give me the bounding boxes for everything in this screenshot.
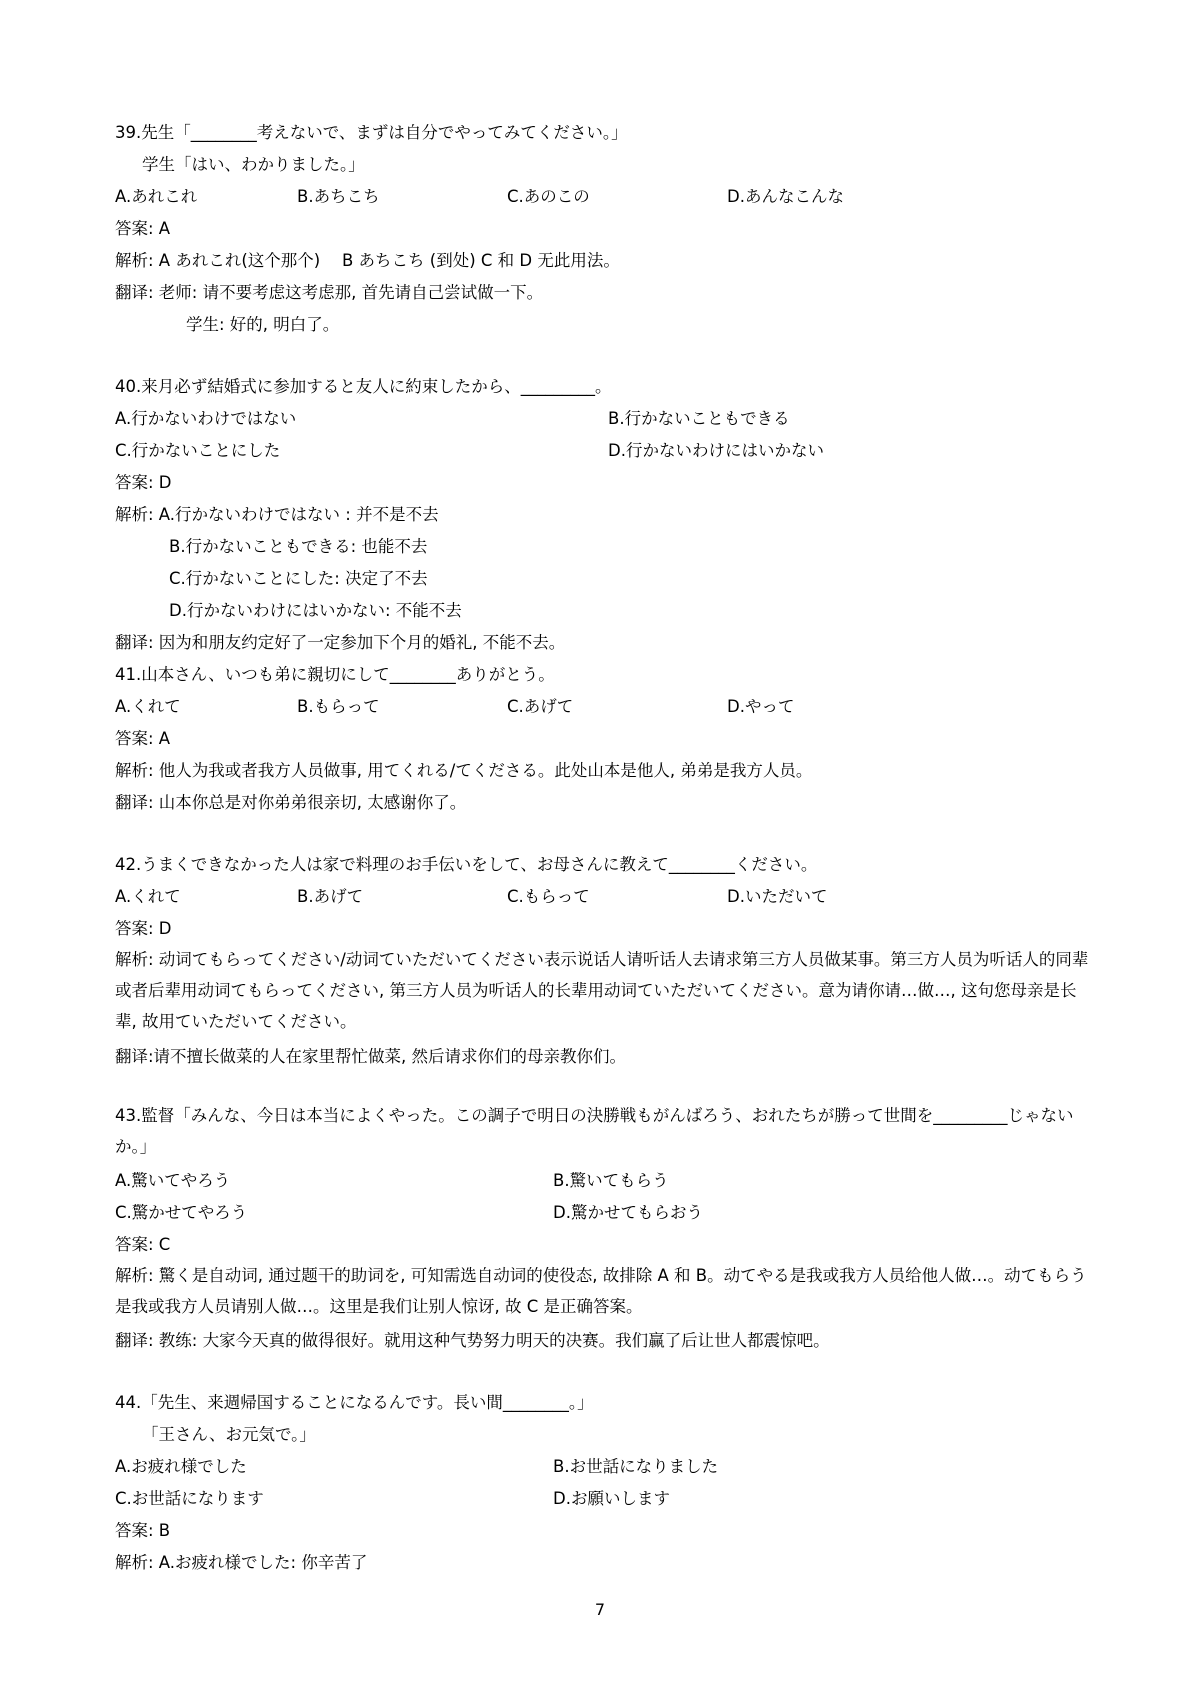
question-41-analysis: 解析: 他人为我或者我方人员做事, 用てくれる/てくださる。此处山本是他人, 弟弟是我方人员。	[115, 761, 813, 780]
question-40-analysis-c: C.行かないことにした: 决定了不去	[169, 569, 428, 588]
question-41-translation: 翻译: 山本你总是对你弟弟很亲切, 太感谢你了。	[115, 793, 467, 812]
question-42-analysis: 解析: 动词てもらってください/动词ていただいてください表示说话人请听话人去请求第三方人员做某事。第三方人员为听话人的同辈或者后辈用动词てもらってください, 第三方人员为听话人的长辈用动词ていただいてください。意为请你请…做…, 这句您母亲是长辈, 故用ていただいてください。	[115, 950, 1089, 1031]
question-39-option-b: B.あちこち	[297, 187, 380, 206]
question-43-answer: 答案: C	[115, 1235, 171, 1254]
question-40-option-b: B.行かないこともできる	[608, 409, 790, 428]
question-42-option-b: B.あげて	[297, 887, 364, 906]
question-44-option-a: A.お疲れ様でした	[115, 1457, 247, 1476]
question-40-option-c: C.行かないことにした	[115, 441, 281, 460]
question-42-option-c: C.もらって	[507, 887, 590, 906]
question-39-translation-2: 学生: 好的, 明白了。	[186, 315, 340, 334]
question-44-option-d: D.お願いします	[553, 1489, 670, 1508]
question-44-stem: 44.「先生、来週帰国することになるんです。長い間________。」	[115, 1393, 594, 1412]
question-43-translation: 翻译: 教练: 大家今天真的做得很好。就用这种气势努力明天的决赛。我们赢了后让世人都震惊吧。	[115, 1331, 830, 1350]
question-41-option-b: B.もらって	[297, 697, 380, 716]
question-39-option-d: D.あんなこんな	[727, 187, 844, 206]
page-number: 7	[594, 1600, 606, 1619]
question-43-option-a: A.驚いてやろう	[115, 1171, 231, 1190]
question-44-answer: 答案: B	[115, 1521, 171, 1540]
question-40-analysis: 解析: A.行かないわけではない : 并不是不去	[115, 505, 439, 524]
question-43-option-c: C.驚かせてやろう	[115, 1203, 248, 1222]
question-44-stem-2: 「王さん、お元気で。」	[142, 1425, 316, 1444]
question-42-stem: 42.うまくできなかった人は家で料理のお手伝いをして、お母さんに教えて________ください。	[115, 855, 818, 874]
question-41-option-d: D.やって	[727, 697, 795, 716]
question-39-stem-2: 学生「はい、わかりました。」	[142, 155, 365, 174]
question-42-answer: 答案: D	[115, 919, 172, 938]
question-40-stem: 40.来月必ず結婚式に参加すると友人に約束したから、_________。	[115, 377, 612, 396]
question-42-translation: 翻译:请不擅长做菜的人在家里帮忙做菜, 然后请求你们的母亲教你们。	[115, 1047, 627, 1066]
question-44-option-b: B.お世話になりました	[553, 1457, 719, 1476]
question-39-option-a: A.あれこれ	[115, 187, 198, 206]
question-43-analysis: 解析: 驚く是自动词, 通过题干的助词を, 可知需选自动词的使役态, 故排除 A 和 B。动てやる是我或我方人员给他人做…。动てもらう是我或我方人员请别人做…。这里是我们让别人惊讶, 故 C 是正确答案。	[115, 1266, 1087, 1316]
question-40-option-a: A.行かないわけではない	[115, 409, 297, 428]
question-43-stem: 43.監督「みんな、今日は本当によくやった。この調子で明日の決勝戦もがんばろう、おれたちが勝って世間を_________じゃないか。」	[115, 1106, 1074, 1156]
question-39-option-c: C.あのこの	[507, 187, 590, 206]
question-42-option-a: A.くれて	[115, 887, 181, 906]
question-40-translation: 翻译: 因为和朋友约定好了一定参加下个月的婚礼, 不能不去。	[115, 633, 566, 652]
question-43-option-d: D.驚かせてもらおう	[553, 1203, 703, 1222]
question-43-option-b: B.驚いてもらう	[553, 1171, 669, 1190]
question-40-option-d: D.行かないわけにはいかない	[608, 441, 824, 460]
question-41-answer: 答案: A	[115, 729, 171, 748]
question-40-analysis-b: B.行かないこともできる: 也能不去	[169, 537, 428, 556]
question-40-answer: 答案: D	[115, 473, 172, 492]
question-44-option-c: C.お世話になります	[115, 1489, 264, 1508]
question-41-stem: 41.山本さん、いつも弟に親切にして________ありがとう。	[115, 665, 555, 684]
question-44-analysis: 解析: A.お疲れ様でした: 你辛苦了	[115, 1553, 368, 1572]
question-39-analysis: 解析: A あれこれ(这个那个) B あちこち (到处) C 和 D 无此用法。	[115, 251, 620, 270]
question-42-option-d: D.いただいて	[727, 887, 828, 906]
question-39-stem: 39.先生「________考えないで、まずは自分でやってみてください。」	[115, 123, 628, 142]
question-41-option-a: A.くれて	[115, 697, 181, 716]
question-41-option-c: C.あげて	[507, 697, 574, 716]
question-39-translation: 翻译: 老师: 请不要考虑这考虑那, 首先请自己尝试做一下。	[115, 283, 544, 302]
question-39-answer: 答案: A	[115, 219, 171, 238]
question-40-analysis-d: D.行かないわけにはいかない: 不能不去	[169, 601, 462, 620]
